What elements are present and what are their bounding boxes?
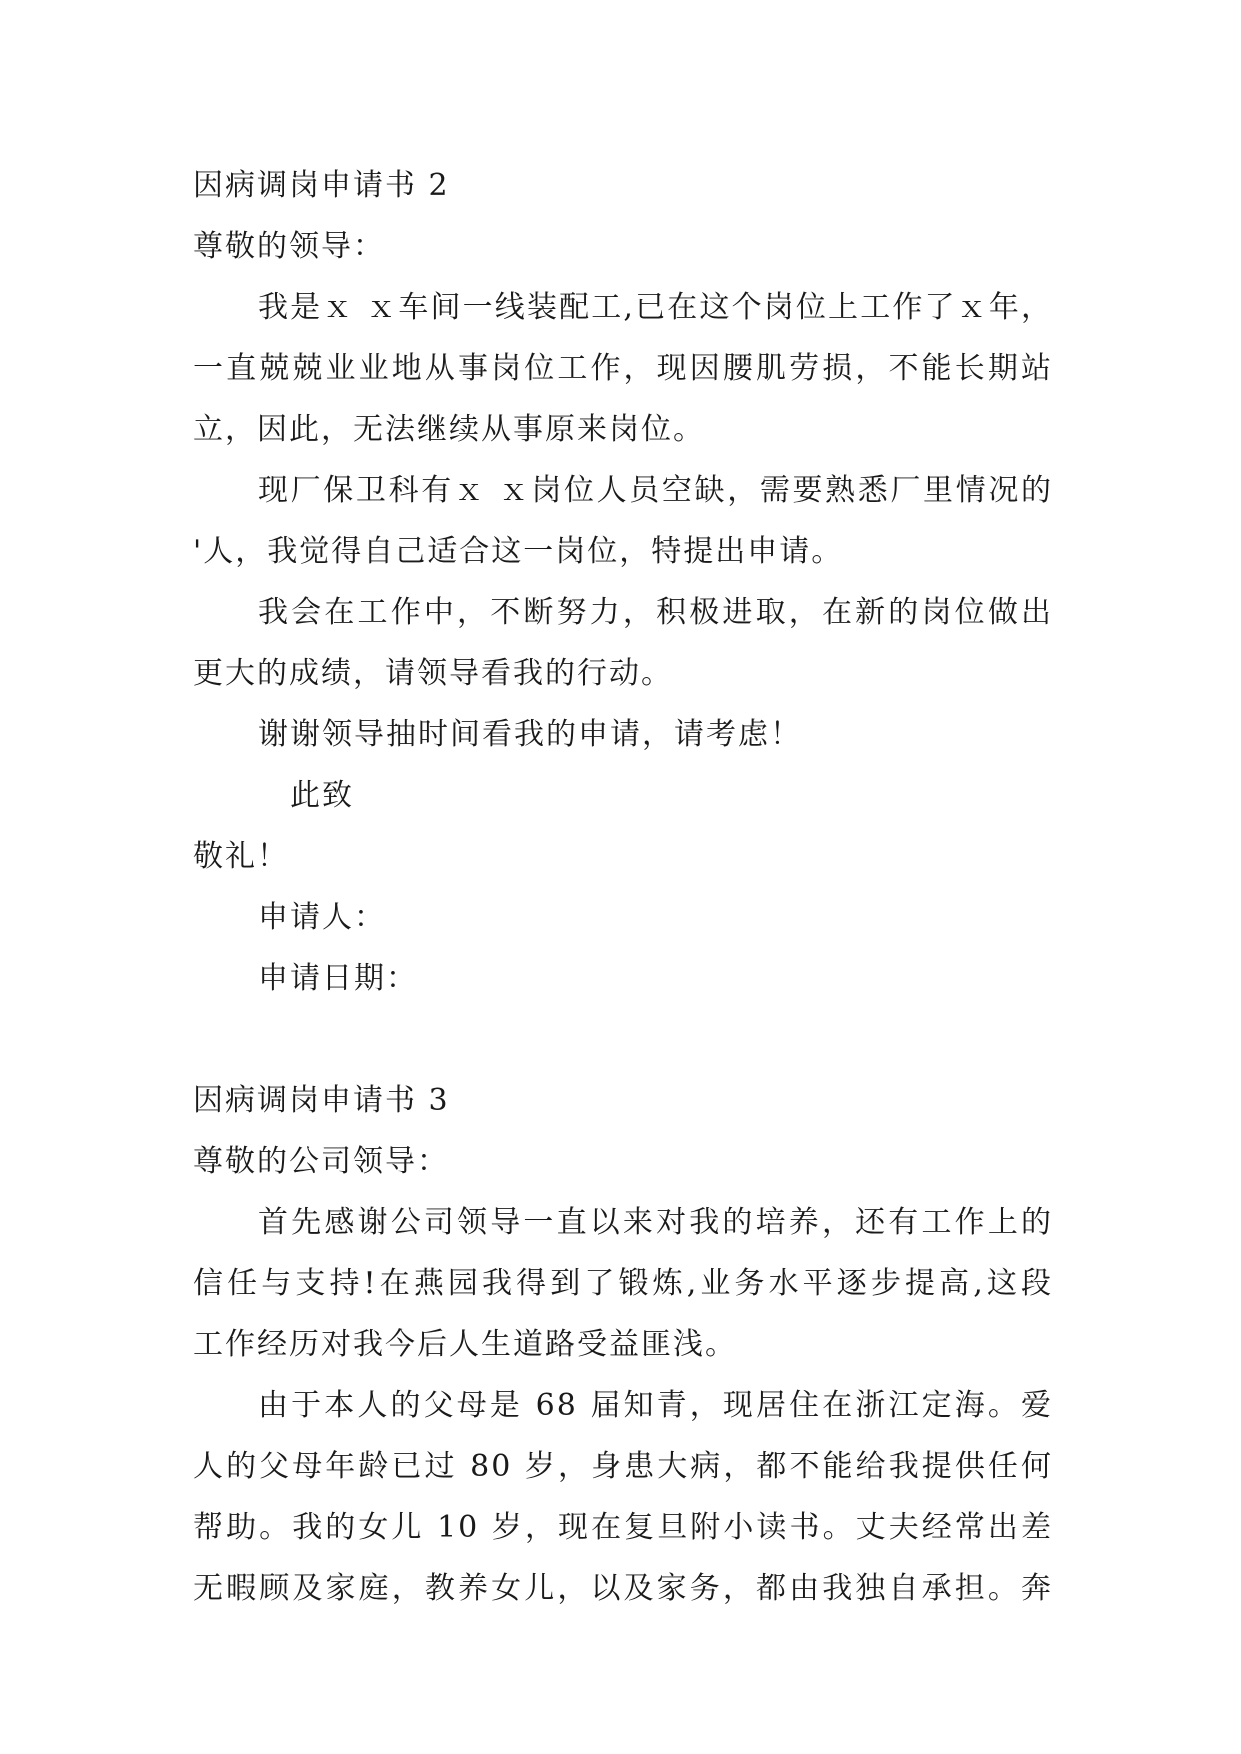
section-3-p1-line1: 首先感谢公司领导一直以来对我的培养，还有工作上的 <box>258 1205 1053 1240</box>
section-2-p2-line1: 现厂保卫科有ｘ ｘ岗位人员空缺，需要熟悉厂里情况的 <box>258 473 1053 508</box>
section-2-closing-2: 敬礼！ <box>193 839 289 874</box>
section-2-closing-1: 此致 <box>290 778 354 813</box>
section-2-p3-line2: 更大的成绩，请领导看我的行动。 <box>193 656 673 691</box>
section-2-date: 申请日期： <box>258 961 418 996</box>
section-2-p1-line3: 立，因此，无法继续从事原来岗位。 <box>193 412 705 447</box>
section-3-p2-line4: 无暇顾及家庭，教养女儿，以及家务，都由我独自承担。奔 <box>193 1571 1053 1606</box>
section-2-salutation: 尊敬的领导： <box>193 229 385 264</box>
section-3-title: 因病调岗申请书 3 <box>193 1083 450 1118</box>
section-2-p4: 谢谢领导抽时间看我的申请，请考虑！ <box>258 717 802 752</box>
section-2-applicant: 申请人： <box>258 900 386 935</box>
section-3-p2-line1: 由于本人的父母是 68 届知青，现居住在浙江定海。爱 <box>258 1388 1053 1423</box>
section-2-p1-line1: 我是ｘ ｘ车间一线装配工,已在这个岗位上工作了ｘ年， <box>258 290 1053 325</box>
section-2-p1-line2: 一直兢兢业业地从事岗位工作，现因腰肌劳损，不能长期站 <box>193 351 1053 386</box>
section-3-p2-line3: 帮助。我的女儿 10 岁，现在复旦附小读书。丈夫经常出差 <box>193 1510 1053 1545</box>
section-3-salutation: 尊敬的公司领导： <box>193 1144 449 1179</box>
section-3-p1-line2: 信任与支持!在燕园我得到了锻炼,业务水平逐步提高,这段 <box>193 1266 1053 1301</box>
section-2-p2-line2: '人，我觉得自己适合这一岗位，特提出申请。 <box>193 534 844 569</box>
section-3-p1-line3: 工作经历对我今后人生道路受益匪浅。 <box>193 1327 737 1362</box>
section-2-p3-line1: 我会在工作中，不断努力，积极进取，在新的岗位做出 <box>258 595 1053 630</box>
section-2-title: 因病调岗申请书 2 <box>193 168 450 203</box>
section-3-p2-line2: 人的父母年龄已过 80 岁，身患大病，都不能给我提供任何 <box>193 1449 1053 1484</box>
